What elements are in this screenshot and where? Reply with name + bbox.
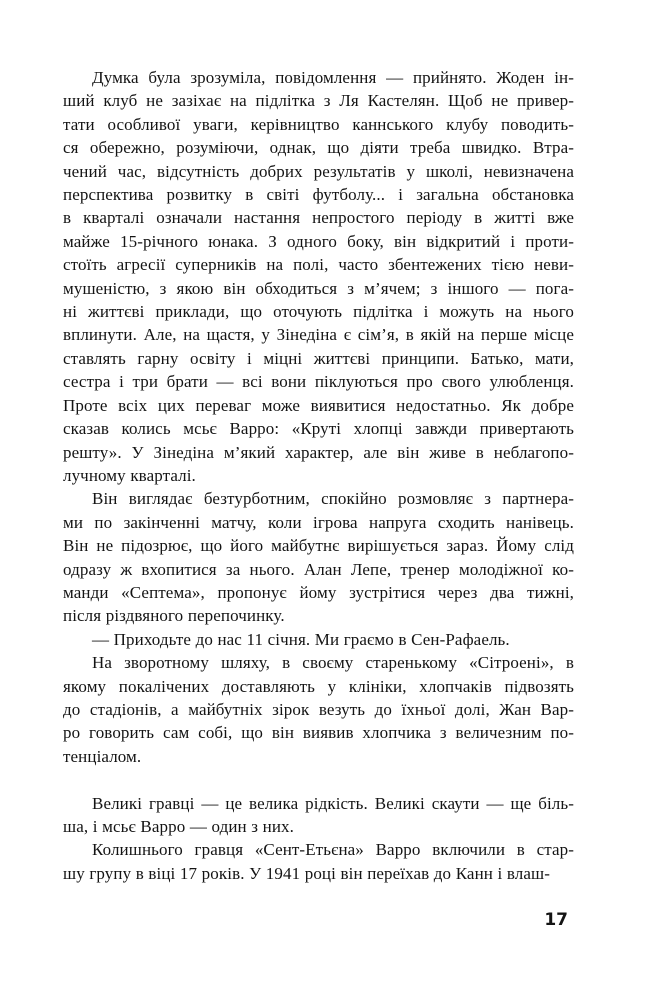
- text-line: ся обережно, розуміючи, однак, що діяти треба швидко. Втра-: [63, 138, 574, 158]
- text-line: до стадіонів, а майбутніх зірок везуть до їхньої долі, Жан Вар-: [63, 699, 574, 719]
- text-line: стоїть агресії суперників на полі, часто збентежених тією неви-: [63, 255, 574, 275]
- text-line: в кварталі означали настання непростого періоду в житті вже: [63, 208, 574, 228]
- text-line: ставлять гарну освіту і міцні життєві принципи. Батько, мати,: [63, 348, 574, 368]
- page-number: 17: [544, 910, 568, 930]
- text-line: тенціалом.: [63, 746, 142, 766]
- text-line: після різдвяного перепочинку.: [63, 606, 285, 626]
- text-line: тати особливої уваги, керівництво каннського клубу поводить-: [63, 114, 574, 134]
- paragraph: [63, 487, 574, 627]
- text-line: Думка була зрозуміла, повідомлення — прийнято. Жоден ін-: [92, 68, 574, 87]
- text-line: майже 15-річного юнака. З одного боку, він відкритий і проти-: [63, 231, 574, 251]
- text-line: ро говорить сам собі, що він виявив хлопчика з величезним по-: [63, 723, 574, 743]
- paragraph: [63, 792, 574, 839]
- text-line: Він виглядає безтурботним, спокійно розмовляє з партнера-: [92, 489, 574, 509]
- text-line: чений час, відсутність добрих результатів у школі, невизначена: [63, 161, 574, 181]
- text-line: одразу ж вхопитися за нього. Алан Лепе, тренер молодіжної ко-: [63, 559, 574, 579]
- paragraph: [63, 66, 574, 487]
- text-line: вплинути. Але, на щастя, у Зінедіна є сім’я, в якій на перше місце: [63, 325, 574, 345]
- text-line: Проте всіх цих переваг може виявитися недостатньо. Як добре: [63, 395, 574, 415]
- text-line: ні життєві приклади, що оточують підлітка і можуть на нього: [63, 302, 574, 322]
- text-line: сказав колись мсьє Варро: «Круті хлопці завжди привертають: [63, 419, 574, 439]
- text-line: ша, і мсьє Варро — один з них.: [63, 816, 295, 836]
- text-line: На зворотному шляху, в своєму старенькому «Сітроені», в: [92, 653, 574, 673]
- paragraph: [63, 628, 574, 651]
- text-line: манди «Септема», пропонує йому зустрітися через два тижні,: [63, 582, 574, 602]
- text-line: Він не підозрює, що його майбутнє вирішується зараз. Йому слід: [63, 536, 574, 556]
- text-line: якому покалічених доставляють у клініки, хлопчаків підвозять: [63, 676, 574, 696]
- text-line: Великі гравці — це велика рідкість. Великі скаути — ще біль-: [92, 793, 574, 813]
- text-block: [63, 66, 574, 885]
- section-break: [63, 768, 574, 791]
- text-line: решту». У Зінедіна м’який характер, але він живе в неблагопо-: [63, 442, 574, 462]
- text-line: мушеністю, з якою він обходиться з м’ячем; з іншого — пога-: [63, 278, 574, 298]
- text-line: лучному кварталі.: [63, 465, 196, 485]
- text-line: — Приходьте до нас 11 січня. Ми граємо в Сен-Рафаель.: [92, 629, 510, 649]
- text-line: ми по закінченні матчу, коли ігрова напруга сходить нанівець.: [63, 512, 574, 532]
- text-line: Колишнього гравця «Сент-Етьєна» Варро включили в стар-: [92, 840, 574, 860]
- text-line: шу групу в віці 17 років. У 1941 році він переїхав до Канн і влаш-: [63, 863, 550, 883]
- paragraph: [63, 651, 574, 768]
- paragraph: [63, 838, 574, 885]
- text-line: ший клуб не зазіхає на підлітка з Ля Кастелян. Щоб не привер-: [63, 91, 574, 111]
- text-line: перспектива розвитку в світі футболу... і загальна обстановка: [63, 185, 574, 205]
- text-line: сестра і три брати — всі вони піклуються про свого улюбленця.: [63, 372, 574, 392]
